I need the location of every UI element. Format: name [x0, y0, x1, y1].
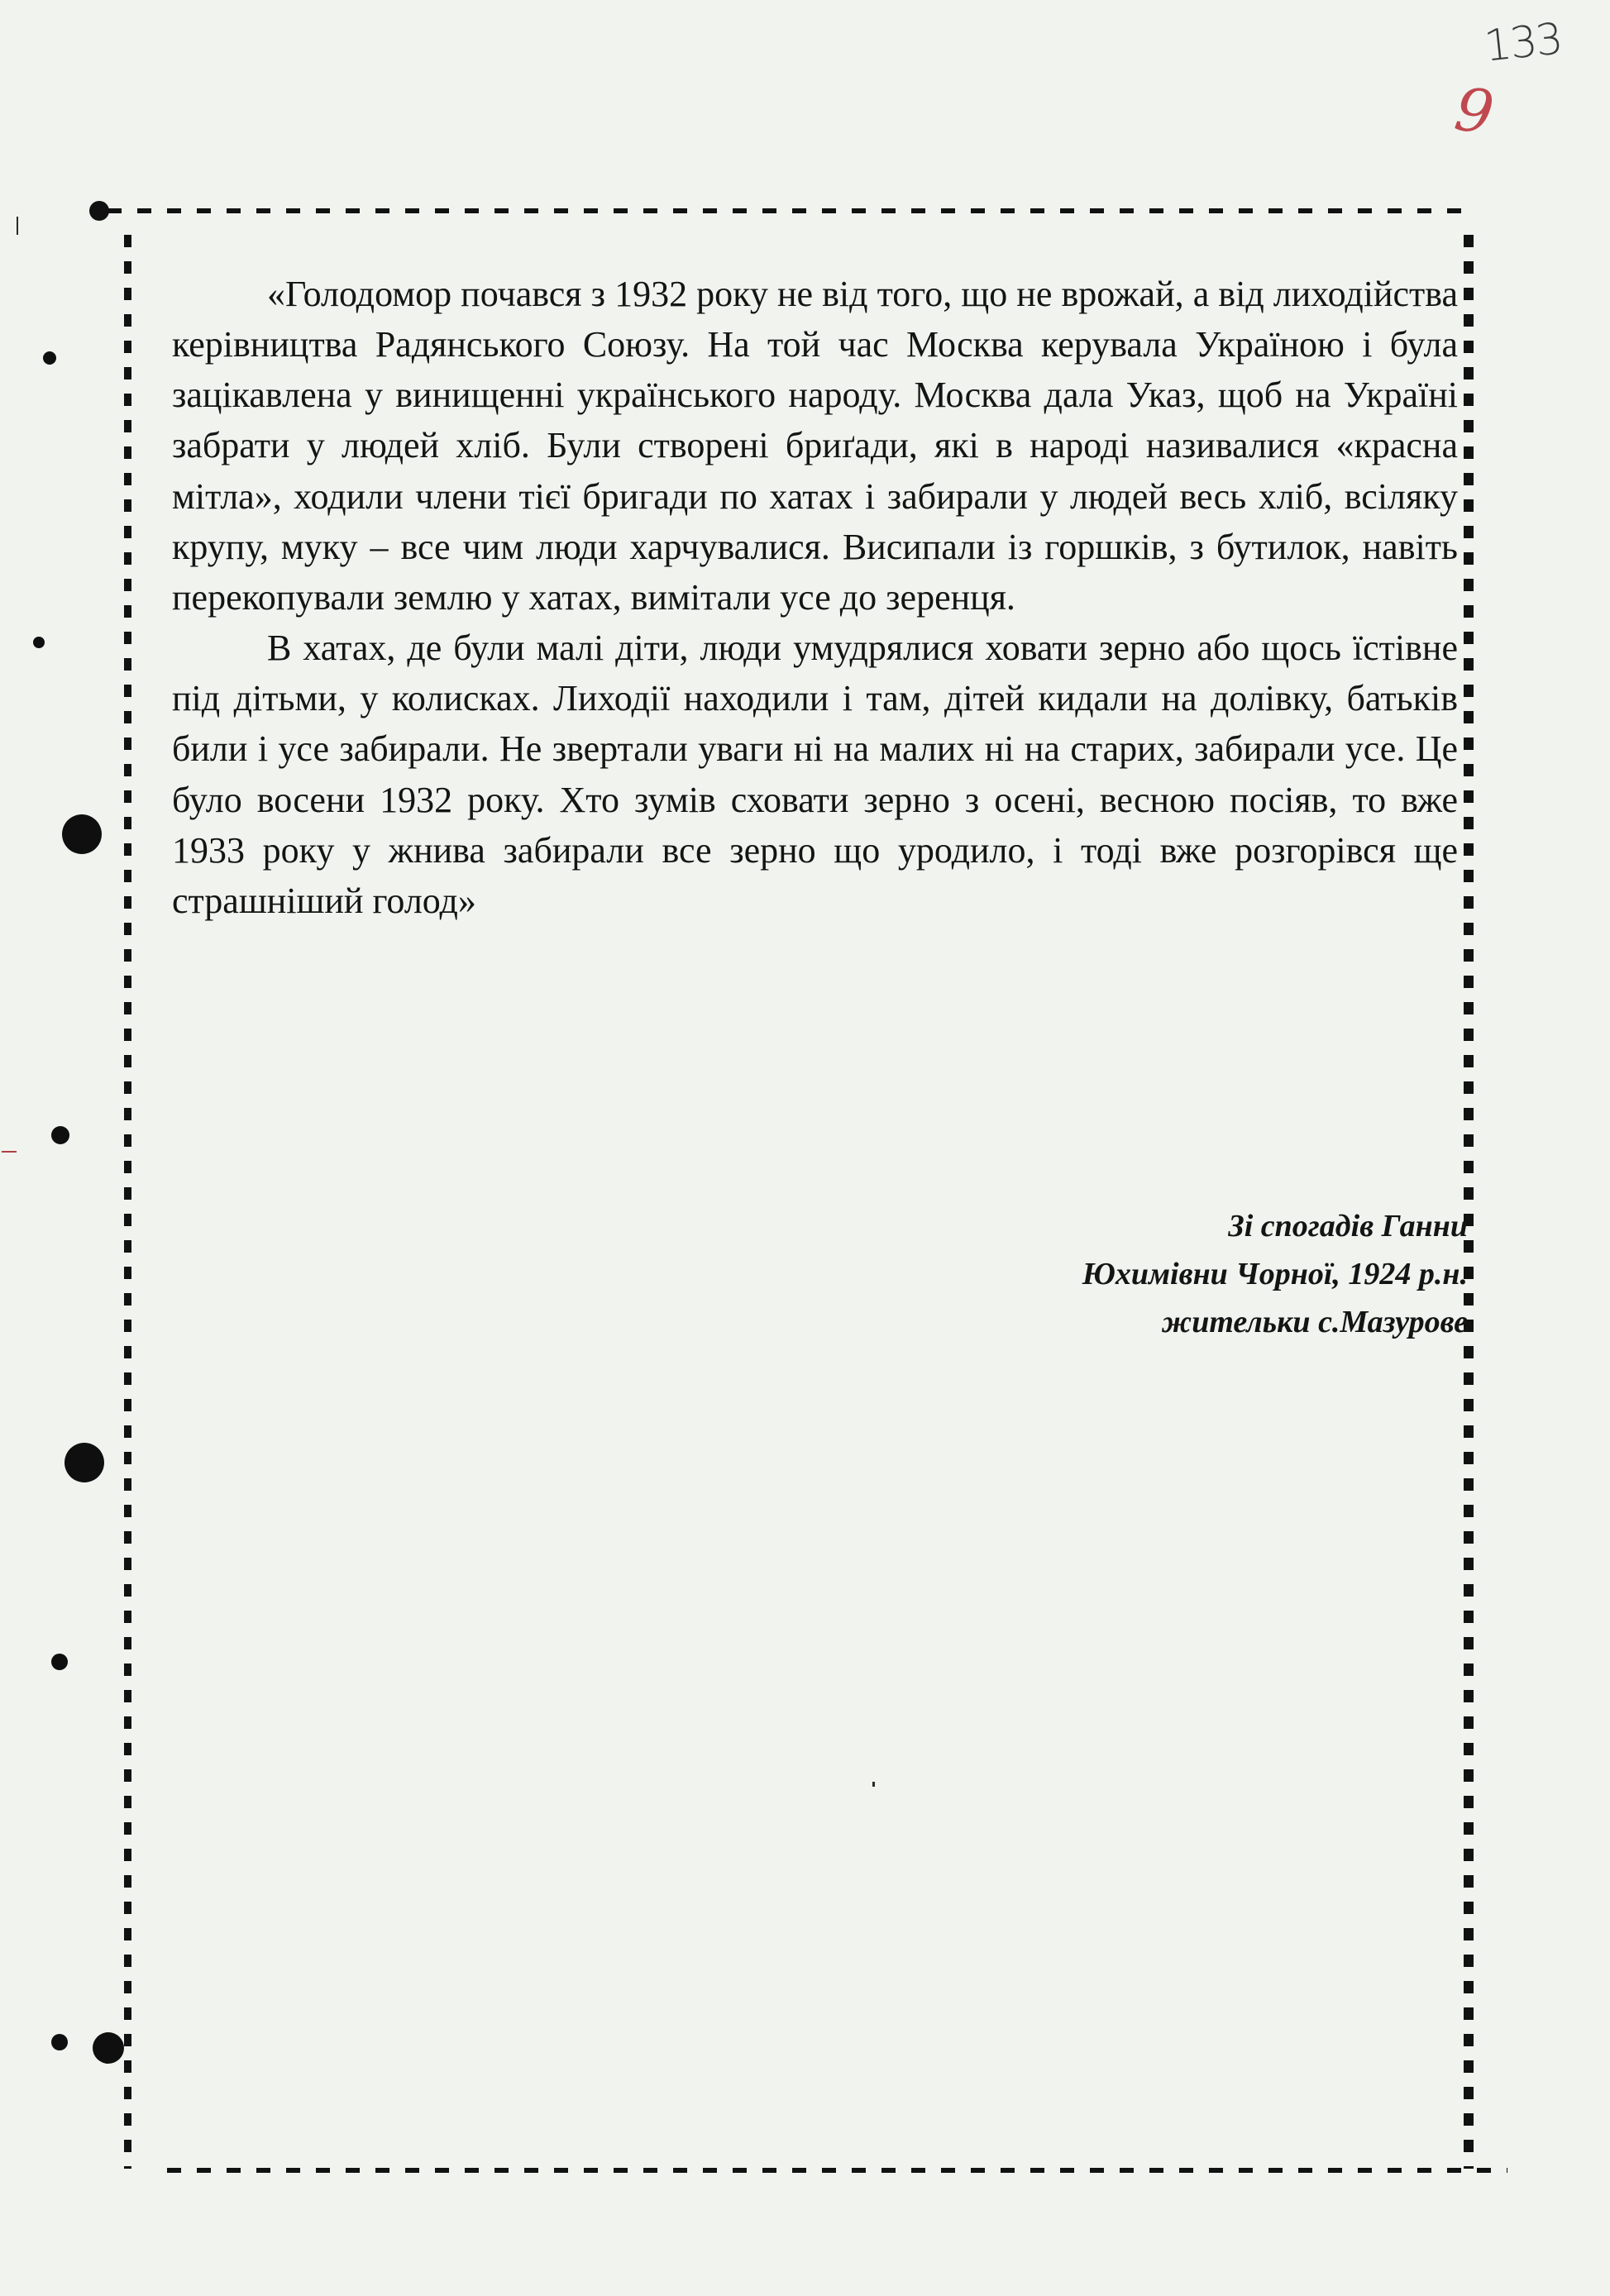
frame-top	[107, 208, 1476, 223]
testimony-text	[172, 269, 1458, 926]
attribution-line: жительки с.Мазурове	[1162, 1304, 1468, 1339]
attribution	[877, 1203, 1468, 1346]
punch-hole	[62, 814, 102, 854]
attribution-line: Зі спогадів Ганни	[1228, 1209, 1468, 1243]
scan-speck	[2, 1151, 17, 1153]
punch-hole	[93, 2032, 124, 2064]
punch-hole	[51, 1126, 69, 1144]
frame-corner-dot	[89, 201, 109, 221]
punch-hole	[43, 351, 56, 365]
scan-speck	[17, 217, 18, 235]
testimony-paragraph: «Голодомор почався з 1932 року не від того, що не врожай, а від лиходійства керівництва Радянського Союзу. На той час Москва керувала Україною і була зацікавлена у винищенні українського народу. Москва дала Указ, щоб на Україні забрати у людей хліб. Були створені бриґади, які в народі називалися «красна мітла», ходили члени тієї бригади по хатах і забирали у людей весь хліб, всіляку крупу, муку – все чим люди харчувалися. Висипали із горшків, з бутилок, навіть перекопували землю у хатах, вимітали усе до зеренця.	[172, 274, 1458, 618]
red-page-number: 9	[1450, 74, 1498, 148]
frame-right	[1462, 230, 1474, 2169]
archive-page-number: 133	[1482, 14, 1565, 72]
punch-hole	[51, 2034, 68, 2050]
testimony-paragraph: В хатах, де були малі діти, люди умудрялися ховати зерно або щось їстівне під дітьми, у колисках. Лиходії находили і там, дітей кидали на долівку, батьків били і усе забирали. Не звертали уваги ні на малих ні на старих, забирали усе. Це було восени 1932 року. Хто зумів сховати зерно з осені, весною посіяв, то вже 1933 року у жнива забирали все зерно що уродило, і тоді вже розгорівся ще страшніший голод»	[172, 628, 1458, 921]
frame-bottom	[155, 2168, 1507, 2183]
scan-speck	[872, 1782, 875, 1787]
punch-hole	[64, 1443, 104, 1482]
punch-hole	[33, 637, 45, 648]
attribution-line: Юхимівни Чорної, 1924 р.н.	[1082, 1256, 1468, 1291]
frame-left	[120, 230, 131, 2169]
punch-hole	[51, 1654, 68, 1670]
